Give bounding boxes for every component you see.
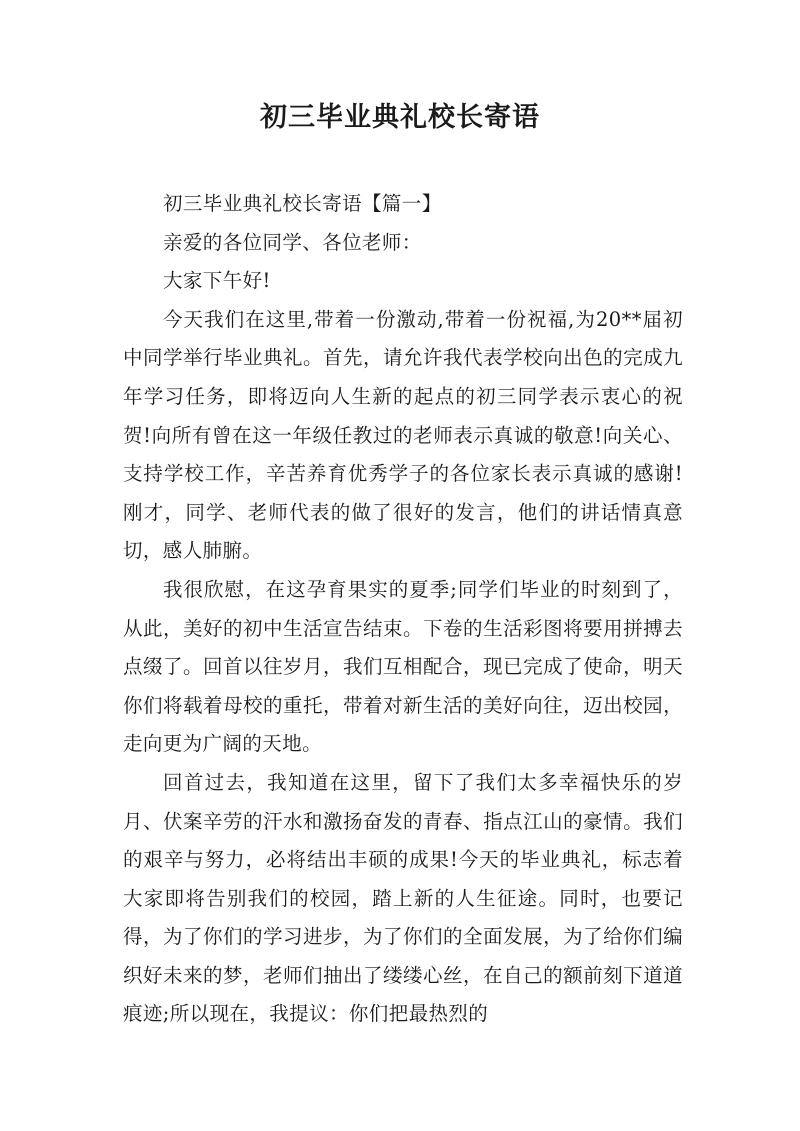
section-heading: 初三毕业典礼校长寄语【篇一】 <box>163 192 442 215</box>
document-title: 初三毕业典礼校长寄语 <box>260 102 540 133</box>
body-paragraph: 我很欣慰，在这孕育果实的夏季;同学们毕业的时刻到了，从此，美好的初中生活宣告结束。下卷的生活彩图将要用拼搏去点缀了。回首以往岁月，我们互相配合，现已完成了使命，明天你们将载着母校的重托，带着对新生活的美好向往，迈出校园，走向更为广阔的天地。 <box>123 577 683 756</box>
body-paragraph: 回首过去，我知道在这里，留下了我们太多幸福快乐的岁月、伏案辛劳的汗水和激扬奋发的青春、指点江山的豪情。我们的艰辛与努力，必将结出丰硕的成果!今天的毕业典礼，标志着大家即将告别我们的校园，踏上新的人生征途。同时，也要记得，为了你们的学习进步，为了你们的全面发展，为了给你们编织好未来的梦，老师们抽出了缕缕心丝，在自己的额前刻下道道痕迹;所以现在，我提议：你们把最热烈的 <box>123 770 683 1026</box>
body-paragraph: 今天我们在这里,带着一份激动,带着一份祝福,为20**届初中同学举行毕业典礼。首先，请允许我代表学校向出色的完成九年学习任务，即将迈向人生新的起点的初三同学表示衷心的祝贺!向所有曾在这一年级任教过的老师表示真诚的敬意!向关心、支持学校工作，辛苦养育优秀学子的各位家长表示真诚的感谢! 刚才，同学、老师代表的做了很好的发言，他们的讲话情真意切，感人肺腑。 <box>123 307 683 563</box>
salutation: 亲爱的各位同学、各位老师： <box>163 230 422 254</box>
greeting: 大家下午好! <box>163 269 271 293</box>
document-body <box>123 185 683 1034</box>
